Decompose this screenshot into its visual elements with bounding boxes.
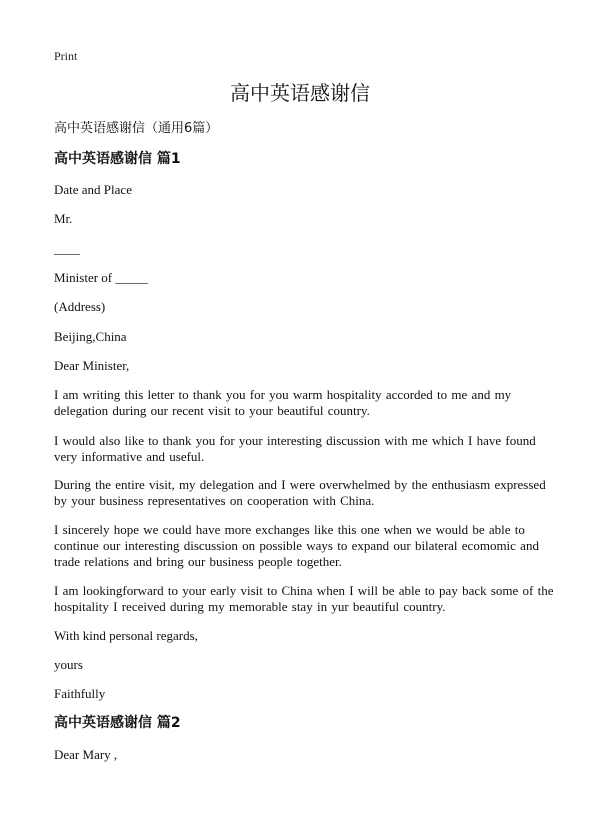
body-paragraph-4: I sincerely hope we could have more exchanges like this one when we would be able to continue our interesting discussion on possible ways to expand our bilateral ecomomic and trade relations and bring our business people together. bbox=[54, 522, 539, 569]
print-link[interactable]: Print bbox=[54, 49, 78, 63]
name-blank-line: ____ bbox=[54, 241, 80, 256]
body-paragraph-3: During the entire visit, my delegation and I were overwhelmed by the enthusiasm expressed by your business representatives on cooperation with China. bbox=[54, 477, 546, 508]
salutation-line: Dear Minister, bbox=[54, 358, 130, 373]
address-line: (Address) bbox=[54, 299, 106, 314]
body-paragraph-2: I would also like to thank you for your interesting discussion with me which I have found very informative and useful. bbox=[54, 433, 536, 464]
section-heading-1: 高中英语感谢信 篇1 bbox=[54, 151, 181, 167]
document-title: 高中英语感谢信 bbox=[230, 81, 370, 105]
date-place-line: Date and Place bbox=[54, 182, 132, 197]
mr-line: Mr. bbox=[54, 211, 73, 226]
closing-regards: With kind personal regards, bbox=[54, 628, 198, 643]
body-paragraph-5: I am lookingforward to your early visit to China when I will be able to pay back some of the hospitality I received during my memorable stay in yur beautiful country. bbox=[54, 583, 554, 614]
closing-yours: yours bbox=[54, 657, 83, 672]
document-subtitle: 高中英语感谢信（通用6篇） bbox=[54, 121, 219, 136]
city-line: Beijing,China bbox=[54, 329, 127, 344]
closing-faithfully: Faithfully bbox=[54, 686, 106, 701]
minister-line: Minister of _____ bbox=[54, 270, 148, 285]
salutation-line-2: Dear Mary , bbox=[54, 747, 118, 762]
section-heading-2: 高中英语感谢信 篇2 bbox=[54, 715, 181, 731]
body-paragraph-1: I am writing this letter to thank you for you warm hospitality accorded to me and my delegation during our recent visit to your beautiful country. bbox=[54, 387, 512, 418]
